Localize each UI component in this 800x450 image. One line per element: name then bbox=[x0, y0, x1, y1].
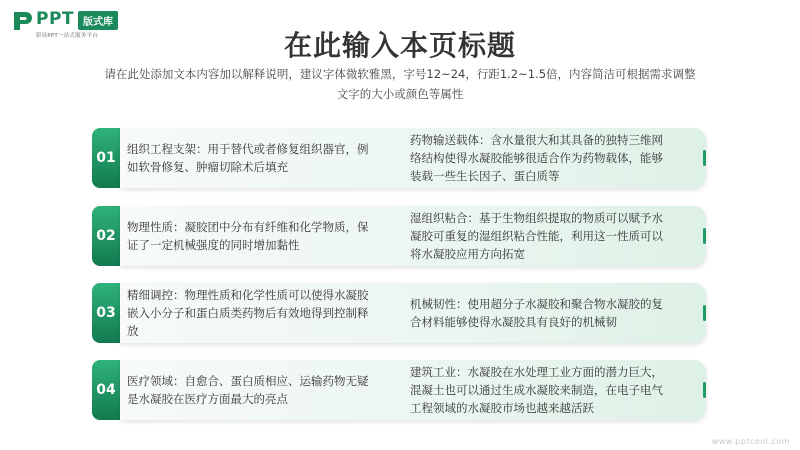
page-subtitle: 请在此处添加文本内容加以解释说明，建议字体微软雅黑，字号12~24，行距1.2~1.5倍，内容简洁可根据需求调整文字的大小或颜色等属性 bbox=[104, 67, 696, 101]
item-left-text: 物理性质：凝胶团中分布有纤维和化学物质，保证了一定机械强度的同时增加黏性 bbox=[127, 220, 369, 252]
item-number: 02 bbox=[92, 206, 120, 266]
item-left-text-box bbox=[127, 360, 372, 420]
logo-tagline: 职场PPT一站式服务平台 bbox=[36, 33, 98, 39]
item-left-text-box bbox=[127, 206, 372, 266]
item-left-text: 精细调控：物理性质和化学性质可以使得水凝胶嵌入小分子和蛋白质类药物后有效地得到控制释放 bbox=[127, 288, 369, 338]
card-accent-tab bbox=[703, 150, 706, 166]
card-accent-tab bbox=[703, 228, 706, 244]
list-item bbox=[92, 360, 708, 420]
list-item bbox=[92, 283, 708, 343]
item-right-text: 药物输送载体：含水量很大和其具备的独特三维网络结构使得水凝胶能够很适合作为药物载体，能够装载一些生长因子、蛋白质等 bbox=[410, 133, 663, 183]
item-right-text-box bbox=[410, 206, 672, 266]
item-left-text-box bbox=[127, 128, 372, 188]
item-left-text: 医疗领域：自愈合、蛋白质相应、运输药物无疑是水凝胶在医疗方面最大的亮点 bbox=[127, 374, 369, 406]
item-right-text: 机械韧性：使用超分子水凝胶和聚合物水凝胶的复合材料能够使得水凝胶具有良好的机械韧 bbox=[410, 297, 663, 329]
logo-badge: 版式库 bbox=[78, 11, 118, 30]
item-number: 01 bbox=[92, 128, 120, 188]
list-item bbox=[92, 128, 708, 188]
card-accent-tab bbox=[703, 305, 706, 321]
item-right-text: 湿组织粘合：基于生物组织提取的物质可以赋予水凝胶可重复的湿组织粘合性能，利用这一性质可以将水凝胶应用方向拓宽 bbox=[410, 211, 663, 261]
logo-name: PPT bbox=[36, 9, 75, 29]
item-left-text: 组织工程支架：用于替代或者修复组织器官，例如软骨修复、肿瘤切除术后填充 bbox=[127, 142, 369, 174]
item-left-text-box bbox=[127, 283, 372, 343]
item-right-text-box bbox=[410, 283, 672, 343]
card-accent-tab bbox=[703, 382, 706, 398]
item-right-text-box bbox=[410, 360, 672, 420]
item-right-text-box bbox=[410, 128, 672, 188]
item-right-text: 建筑工业：水凝胶在水处理工业方面的潜力巨大，混凝土也可以通过生成水凝胶来制造，在电子电气工程领域的水凝胶市场也越来越活跃 bbox=[410, 365, 663, 415]
watermark: www.pptcool.com bbox=[711, 437, 790, 446]
list-item bbox=[92, 206, 708, 266]
item-number: 04 bbox=[92, 360, 120, 420]
item-number: 03 bbox=[92, 283, 120, 343]
page-title: 在此输入本页标题 bbox=[283, 29, 516, 62]
